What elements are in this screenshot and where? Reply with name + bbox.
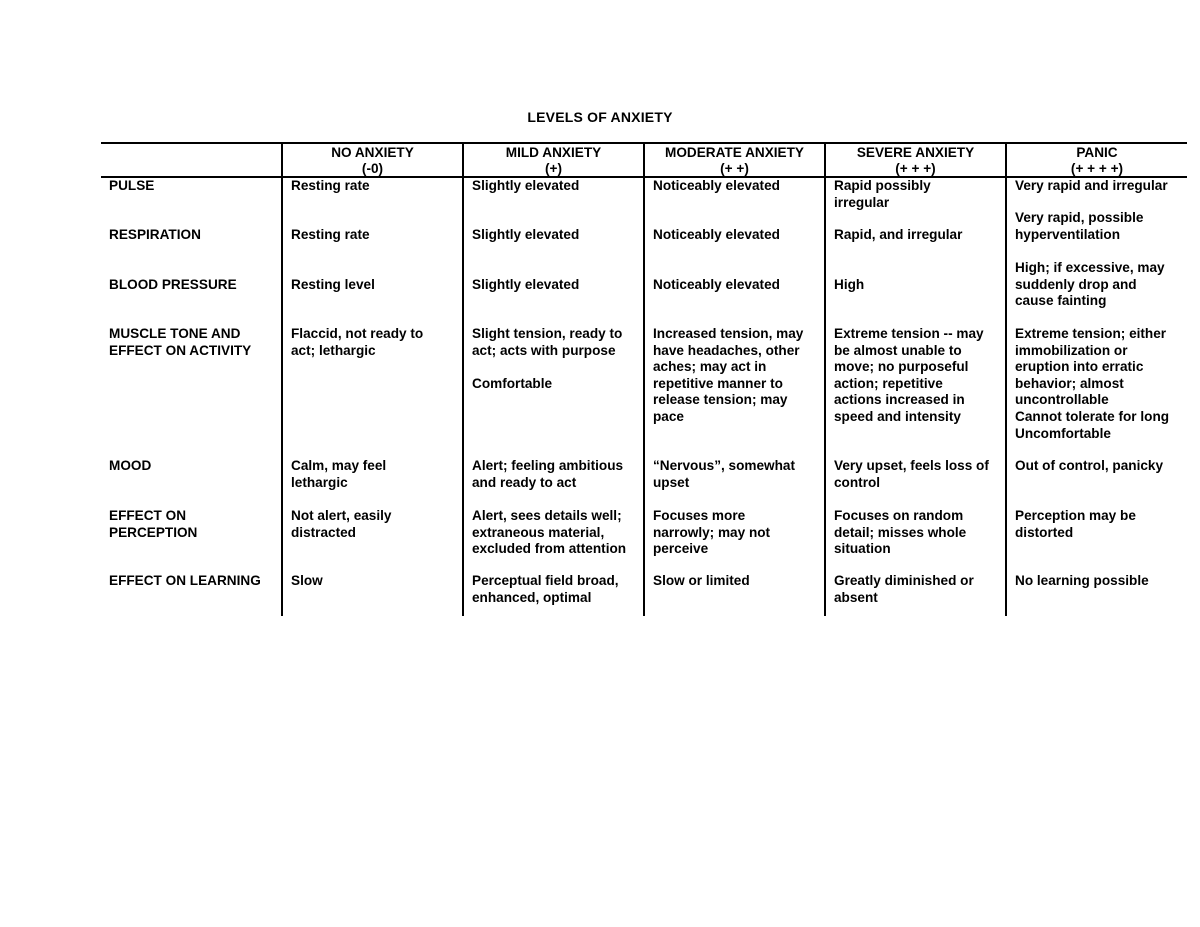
cell-panic: No learning possible — [1006, 573, 1187, 616]
row-label-respiration: RESPIRATION — [109, 227, 201, 242]
cell-mild-anxiety: Slightly elevated — [463, 177, 644, 227]
cell-mild-anxiety: Slightly elevated — [463, 277, 644, 326]
row-label-learning: EFFECT ON LEARNING — [109, 573, 261, 588]
cell-no-anxiety: Flaccid, not ready to act; lethargic — [282, 326, 463, 458]
cell-moderate-anxiety: Slow or limited — [644, 573, 825, 616]
header-row — [101, 143, 1187, 177]
cell-panic: Perception may be distorted — [1006, 508, 1187, 573]
cell-moderate-anxiety: Increased tension, may have headaches, other aches; may act in repetitive manner to release tension; may pace — [644, 326, 825, 458]
mild-comfortable-note: Comfortable — [472, 375, 553, 391]
cell-severe-anxiety: Very upset, feels loss of control — [825, 458, 1006, 508]
cell-panic: Out of control, panicky — [1006, 458, 1187, 508]
cell-moderate-anxiety: “Nervous”, somewhat upset — [644, 458, 825, 508]
cell-panic: Very rapid and irregular — [1006, 177, 1187, 227]
cell-moderate-anxiety: Noticeably elevated — [644, 277, 825, 326]
level-name: MODERATE ANXIETY — [665, 145, 804, 160]
anxiety-levels-table — [101, 142, 1187, 616]
cell-moderate-anxiety: Noticeably elevated — [644, 177, 825, 227]
cell-severe-anxiety: Greatly diminished or absent — [825, 573, 1006, 616]
table-row — [101, 573, 1187, 616]
header-corner-cell — [101, 143, 282, 177]
cell-no-anxiety: Calm, may feel lethargic — [282, 458, 463, 508]
cell-mild-anxiety: Alert, sees details well; extraneous material, excluded from attention — [463, 508, 644, 573]
table-row — [101, 458, 1187, 508]
cell-no-anxiety: Resting rate — [282, 227, 463, 277]
level-code: (+ + + +) — [1070, 160, 1124, 176]
cell-mild-anxiety: Slight tension, ready to act; acts with purpose Comfortable — [463, 326, 644, 458]
level-name: SEVERE ANXIETY — [856, 145, 975, 160]
level-name: NO ANXIETY — [331, 145, 414, 160]
cell-no-anxiety: Resting rate — [282, 177, 463, 227]
level-name: MILD ANXIETY — [505, 145, 602, 160]
level-name: PANIC — [1076, 145, 1118, 160]
table-row — [101, 277, 1187, 326]
cell-panic: Extreme tension; either immobilization or eruption into erratic behavior; almost uncontrollable Cannot tolerate for long Uncomfortable — [1006, 326, 1187, 458]
level-code: (-0) — [361, 160, 384, 176]
cell-panic: High; if excessive, may suddenly drop and cause fainting — [1006, 277, 1187, 326]
cell-mild-anxiety: Slightly elevated — [463, 227, 644, 277]
cell-mild-anxiety: Alert; feeling ambitious and ready to act — [463, 458, 644, 508]
row-label-muscle-tone: MUSCLE TONE AND EFFECT ON ACTIVITY — [109, 326, 252, 358]
row-label-blood-pressure: BLOOD PRESSURE — [109, 277, 237, 292]
cell-moderate-anxiety: Focuses more narrowly; may not perceive — [644, 508, 825, 573]
table-row — [101, 326, 1187, 458]
row-label-mood: MOOD — [109, 458, 152, 473]
header-panic — [1006, 143, 1187, 177]
header-mild-anxiety — [463, 143, 644, 177]
cell-severe-anxiety: Rapid, and irregular — [825, 227, 1006, 277]
page-title: LEVELS OF ANXIETY — [527, 109, 673, 125]
cell-no-anxiety: Slow — [282, 573, 463, 616]
header-moderate-anxiety — [644, 143, 825, 177]
level-code: (+ + +) — [895, 160, 936, 176]
level-code: (+) — [545, 160, 562, 176]
table-row — [101, 508, 1187, 573]
cell-severe-anxiety: Focuses on random detail; misses whole situation — [825, 508, 1006, 573]
header-severe-anxiety — [825, 143, 1006, 177]
cell-mild-anxiety: Perceptual field broad, enhanced, optimal — [463, 573, 644, 616]
row-label-perception: EFFECT ON PERCEPTION — [109, 508, 198, 540]
row-label-pulse: PULSE — [109, 178, 155, 193]
level-code: (+ +) — [720, 160, 749, 176]
header-no-anxiety — [282, 143, 463, 177]
cell-no-anxiety: Resting level — [282, 277, 463, 326]
cell-panic: Very rapid, possible hyperventilation — [1006, 227, 1187, 277]
cell-severe-anxiety: Extreme tension -- may be almost unable to move; no purposeful action; repetitive actions increased in speed and intensity — [825, 326, 1006, 458]
cell-moderate-anxiety: Noticeably elevated — [644, 227, 825, 277]
cell-no-anxiety: Not alert, easily distracted — [282, 508, 463, 573]
cell-severe-anxiety: High — [825, 277, 1006, 326]
cell-severe-anxiety: Rapid possibly irregular — [825, 177, 1006, 227]
